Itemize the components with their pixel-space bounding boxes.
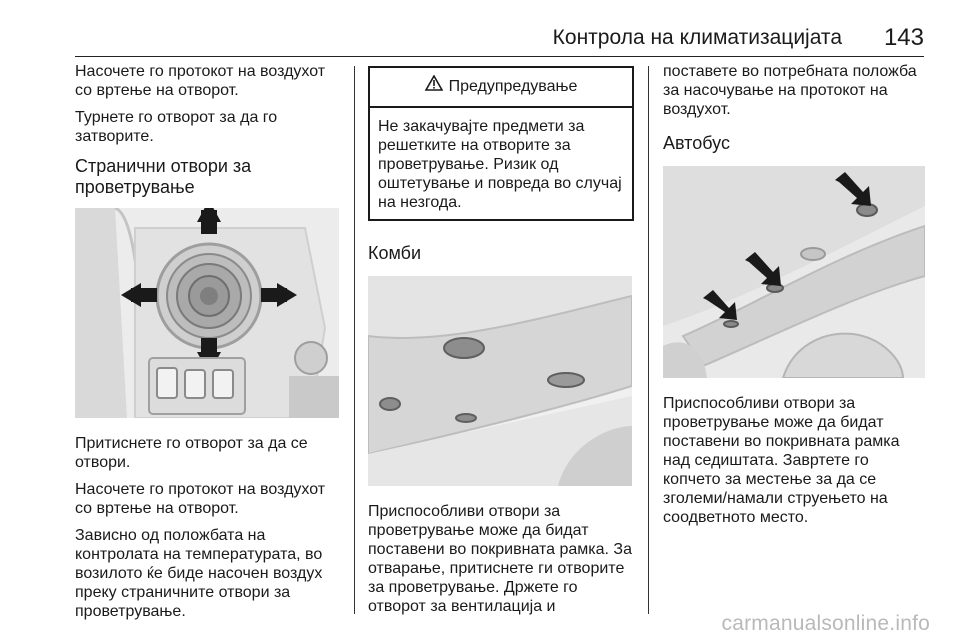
warning-box xyxy=(368,66,634,221)
bus-roof-vent-illustration xyxy=(663,166,925,378)
warning-title: Предупредување xyxy=(448,78,578,95)
column-2 xyxy=(368,62,634,624)
column-1 xyxy=(75,62,343,629)
side-vent-drawing xyxy=(75,208,339,418)
paragraph: Насочете го протокот на воздухот со вртење на отворот. xyxy=(75,481,326,517)
header-rule xyxy=(75,56,924,57)
side-vent-illustration xyxy=(75,208,339,418)
paragraph: Турнете го отворот за да го затворите. xyxy=(75,109,278,145)
page-number: 143 xyxy=(883,24,924,51)
column-divider-right xyxy=(648,66,649,614)
section-heading-bus: Автобус xyxy=(663,133,730,153)
van-roof-vent-illustration xyxy=(368,276,632,486)
paragraph: Притиснете го отворот за да се отвори. xyxy=(75,435,308,471)
watermark-text: carmanualsonline.info xyxy=(721,612,930,635)
warning-text: Не закачувајте предмети за решетките на отворите за проветрување. Ризик од оштетување и повреда во случај на незгода. xyxy=(378,118,622,211)
paragraph: Зависно од положбата на контролата на температурата, во возилото ќе биде насочен воздух преку страничните отвори за проветрување. xyxy=(75,527,323,620)
section-heading-side-vents: Странични отвори за проветрување xyxy=(75,156,252,197)
bus-roof-drawing xyxy=(663,166,925,378)
section-heading-van: Комби xyxy=(368,243,422,263)
column-divider-left xyxy=(354,66,355,614)
page-header xyxy=(0,0,960,58)
paragraph: Насочете го протокот на воздухот со вртење на отворот. xyxy=(75,63,326,99)
paragraph: Приспособливи отвори за проветрување може да бидат поставени во покривната рамка над седиштата. Завртете го копчето за местење за да се зголеми/намали струењето на соодветното место. xyxy=(663,395,900,526)
column-3 xyxy=(663,62,925,535)
warning-triangle-icon xyxy=(425,68,443,106)
paragraph: Приспособливи отвори за проветрување може да бидат поставени во покривната рамка. За отварање, притиснете ги отворите за проветрување. Држете го отворот за вентилација и xyxy=(368,503,632,615)
chapter-title: Контрола на климатизацијата xyxy=(552,26,842,49)
paragraph: поставете во потребната положба за насочување на протокот на воздухот. xyxy=(663,63,917,118)
warning-header xyxy=(370,68,632,108)
van-roof-drawing xyxy=(368,276,632,486)
